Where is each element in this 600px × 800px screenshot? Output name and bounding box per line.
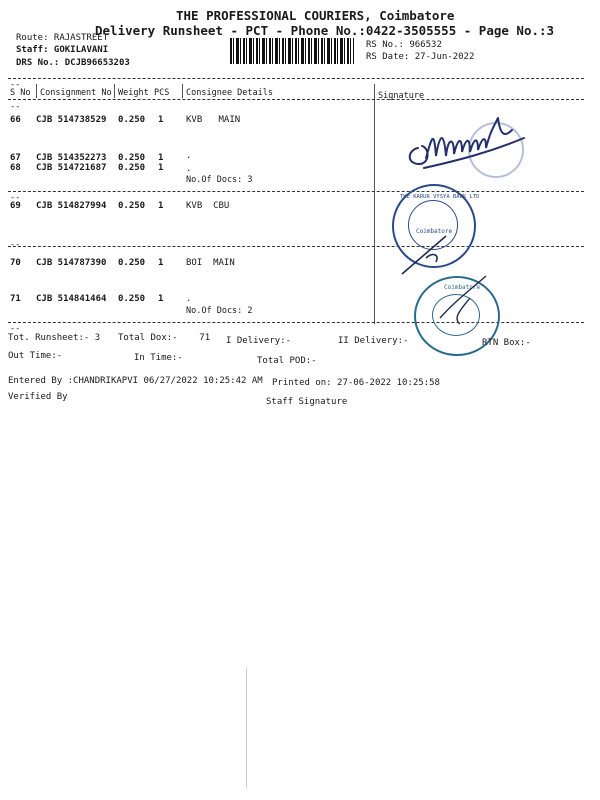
ii-delivery: II Delivery:-: [338, 336, 409, 346]
row-sno: 66: [10, 115, 21, 125]
row-sno: 71: [10, 294, 21, 304]
divider-mark: --: [10, 80, 21, 90]
row-pcs: 1: [158, 294, 164, 304]
row-consignment: CJB 514841464: [36, 294, 107, 304]
column-rule: [36, 84, 37, 98]
row-weight: 0.250: [118, 201, 146, 211]
route-label: Route: RAJASTREET: [16, 33, 109, 43]
divider-mark: --: [10, 324, 21, 334]
row-sno: 67: [10, 153, 21, 163]
row-consignment: CJB 514827994: [36, 201, 107, 211]
rs-number: RS No.: 966532: [366, 40, 442, 50]
row-weight: 0.250: [118, 294, 146, 304]
courier-stamp-text: Coimbatore: [444, 284, 481, 291]
entered-by: Entered By :CHANDRIKAPVI 06/27/2022 10:25:42 AM: [8, 376, 263, 386]
signature-stroke-icon: [430, 268, 510, 328]
column-rule: [374, 84, 375, 324]
row-consignment: CJB 514352273: [36, 153, 107, 163]
printed-on: Printed on: 27-06-2022 10:25:58: [272, 378, 440, 388]
row-weight: 0.250: [118, 258, 146, 268]
divider: [8, 191, 584, 192]
row-consignment: CJB 514738529: [36, 115, 107, 125]
runsheet-title: Delivery Runsheet - PCT - Phone No.:0422-3505555 - Page No.:3: [95, 23, 555, 38]
rtn-box: RTN Box:-: [482, 338, 531, 348]
column-rule: [182, 84, 183, 98]
row-sno: 69: [10, 201, 21, 211]
bank-stamp-text: THE KARUR VYSYA BANK LTD: [400, 194, 480, 200]
row-details: KVB CBU: [186, 201, 230, 211]
divider-mark: --: [10, 240, 21, 250]
col-sno: S No: [10, 88, 31, 98]
in-time: In Time:-: [134, 353, 183, 363]
col-signature: Signature: [378, 91, 425, 101]
col-consignment: Consignment No: [40, 88, 112, 98]
divider-mark: --: [10, 102, 21, 112]
row-pcs: 1: [158, 201, 164, 211]
row-details: .: [186, 151, 192, 161]
staff-signature: Staff Signature: [266, 397, 348, 407]
row-details: BOI MAIN: [186, 258, 235, 268]
row-details: KVB MAIN: [186, 115, 241, 125]
scan-mark: [246, 668, 247, 788]
i-delivery: I Delivery:-: [226, 336, 292, 346]
row-docs-count: No.Of Docs: 3: [186, 175, 253, 185]
col-weight: Weight: [118, 88, 149, 98]
stamp-icon: [468, 122, 524, 178]
row-pcs: 1: [158, 163, 164, 173]
column-rule: [114, 84, 115, 98]
row-sno: 70: [10, 258, 21, 268]
company-name: THE PROFESSIONAL COURIERS, Coimbatore: [176, 8, 455, 23]
row-weight: 0.250: [118, 163, 146, 173]
out-time: Out Time:-: [8, 351, 63, 361]
verified-by: Verified By: [8, 392, 68, 402]
row-pcs: 1: [158, 258, 164, 268]
row-sno: 68: [10, 163, 21, 173]
bank-stamp-city: Coimbatore: [416, 228, 453, 235]
divider-mark: --: [10, 193, 21, 203]
barcode-icon: [230, 38, 354, 64]
divider: [8, 246, 584, 247]
tot-runsheet: Tot. Runsheet:- 3: [8, 333, 101, 343]
staff-label: Staff: GOKILAVANI: [16, 45, 109, 55]
row-details: .: [186, 294, 192, 304]
col-pcs: PCS: [154, 88, 170, 98]
row-consignment: CJB 514787390: [36, 258, 107, 268]
row-weight: 0.250: [118, 153, 146, 163]
divider: [8, 99, 584, 100]
row-docs-count: No.Of Docs: 2: [186, 306, 253, 316]
row-pcs: 1: [158, 115, 164, 125]
row-consignment: CJB 514721687: [36, 163, 107, 173]
row-pcs: 1: [158, 153, 164, 163]
total-pod: Total POD:-: [257, 356, 317, 366]
rs-date: RS Date: 27-Jun-2022: [366, 52, 475, 62]
row-details: .: [186, 164, 192, 174]
row-weight: 0.250: [118, 115, 146, 125]
total-dox: Total Dox:- 71: [118, 333, 211, 343]
col-details: Consignee Details: [186, 88, 273, 98]
drs-number: DRS No.: DCJB96653203: [16, 58, 130, 68]
divider: [8, 78, 584, 79]
